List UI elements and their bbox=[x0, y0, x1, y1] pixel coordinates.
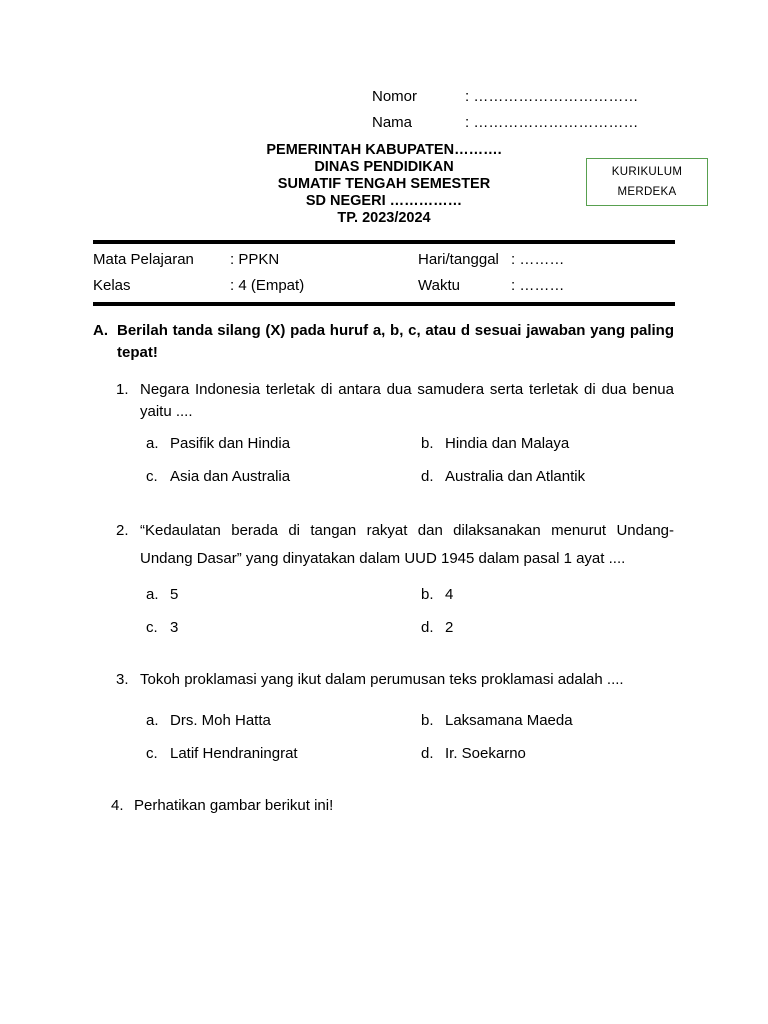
class-value: : 4 (Empat) bbox=[230, 277, 305, 294]
time-value: : ……… bbox=[511, 277, 565, 294]
q2-option-d bbox=[421, 619, 453, 636]
header-school-year: TP. 2023/2024 bbox=[337, 210, 431, 226]
day-label: Hari/tanggal bbox=[418, 251, 499, 268]
q3-option-d bbox=[421, 745, 526, 762]
bottom-divider bbox=[93, 302, 675, 306]
option-text: Drs. Moh Hatta bbox=[170, 712, 271, 729]
question-2 bbox=[116, 517, 674, 573]
question-number: 1. bbox=[116, 381, 129, 398]
subject-label: Mata Pelajaran bbox=[93, 251, 194, 268]
option-letter: b. bbox=[421, 712, 434, 729]
question-3 bbox=[116, 671, 674, 689]
nomor-value: : …………………………… bbox=[465, 88, 639, 105]
top-divider bbox=[93, 240, 675, 244]
q3-option-a bbox=[146, 712, 271, 729]
option-letter: d. bbox=[421, 745, 434, 762]
day-value: : ……… bbox=[511, 251, 565, 268]
option-letter: d. bbox=[421, 619, 434, 636]
section-a-instruction bbox=[93, 320, 674, 364]
option-text: 3 bbox=[170, 619, 179, 636]
option-text: Latif Hendraningrat bbox=[170, 745, 298, 762]
q1-option-d bbox=[421, 468, 585, 485]
option-text: 4 bbox=[445, 586, 454, 603]
nama-value: : …………………………… bbox=[465, 114, 639, 131]
header-department: DINAS PENDIDIKAN bbox=[314, 159, 454, 175]
q2-option-b bbox=[421, 586, 453, 603]
q2-option-a bbox=[146, 586, 178, 603]
question-1 bbox=[116, 379, 674, 423]
option-text: Pasifik dan Hindia bbox=[170, 435, 291, 452]
question-text: Perhatikan gambar berikut ini! bbox=[134, 797, 334, 814]
option-text: Asia dan Australia bbox=[170, 468, 291, 485]
badge-line-2: MERDEKA bbox=[617, 186, 677, 198]
option-letter: a. bbox=[146, 586, 159, 603]
option-text: Ir. Soekarno bbox=[445, 745, 526, 762]
q1-option-a bbox=[146, 435, 290, 452]
q3-option-c bbox=[146, 745, 298, 762]
option-letter: c. bbox=[146, 468, 158, 485]
question-number: 2. bbox=[116, 522, 129, 539]
q1-option-b bbox=[421, 435, 569, 452]
option-text: 5 bbox=[170, 586, 179, 603]
option-text: Hindia dan Malaya bbox=[445, 435, 570, 452]
section-instruction-text: Berilah tanda silang (X) pada huruf a, b, c, atau d sesuai jawaban yang paling tepat! bbox=[117, 322, 674, 361]
option-letter: c. bbox=[146, 745, 158, 762]
badge-line-1: KURIKULUM bbox=[611, 166, 683, 178]
curriculum-badge bbox=[586, 158, 708, 206]
section-letter: A. bbox=[93, 322, 108, 339]
option-letter: b. bbox=[421, 586, 434, 603]
question-4 bbox=[111, 797, 333, 815]
option-letter: b. bbox=[421, 435, 434, 452]
question-number: 3. bbox=[116, 671, 129, 688]
subject-value: : PPKN bbox=[230, 251, 280, 268]
header-school: SD NEGERI …………… bbox=[305, 193, 463, 209]
option-letter: a. bbox=[146, 712, 159, 729]
option-letter: d. bbox=[421, 468, 434, 485]
time-label: Waktu bbox=[418, 277, 460, 294]
option-letter: c. bbox=[146, 619, 158, 636]
nama-label: Nama bbox=[372, 114, 413, 131]
option-text: 2 bbox=[445, 619, 454, 636]
question-number: 4. bbox=[111, 797, 124, 814]
option-text: Australia dan Atlantik bbox=[445, 468, 586, 485]
option-text: Laksamana Maeda bbox=[445, 712, 573, 729]
header-exam-title: SUMATIF TENGAH SEMESTER bbox=[277, 176, 491, 192]
q3-option-b bbox=[421, 712, 573, 729]
q2-option-c bbox=[146, 619, 178, 636]
option-letter: a. bbox=[146, 435, 159, 452]
exam-header bbox=[200, 142, 568, 227]
question-text: Tokoh proklamasi yang ikut dalam perumusan teks proklamasi adalah .... bbox=[140, 671, 624, 688]
question-text: Negara Indonesia terletak di antara dua samudera serta terletak di dua benua yaitu .... bbox=[140, 381, 674, 420]
q1-option-c bbox=[146, 468, 290, 485]
nomor-label: Nomor bbox=[372, 88, 418, 105]
header-government: PEMERINTAH KABUPATEN………. bbox=[266, 142, 502, 158]
question-text: “Kedaulatan berada di tangan rakyat dan dilaksanakan menurut Undang-Undang Dasar” yang dinyatakan dalam UUD 1945 dalam pasal 1 ayat .... bbox=[140, 522, 674, 567]
class-label: Kelas bbox=[93, 277, 131, 294]
